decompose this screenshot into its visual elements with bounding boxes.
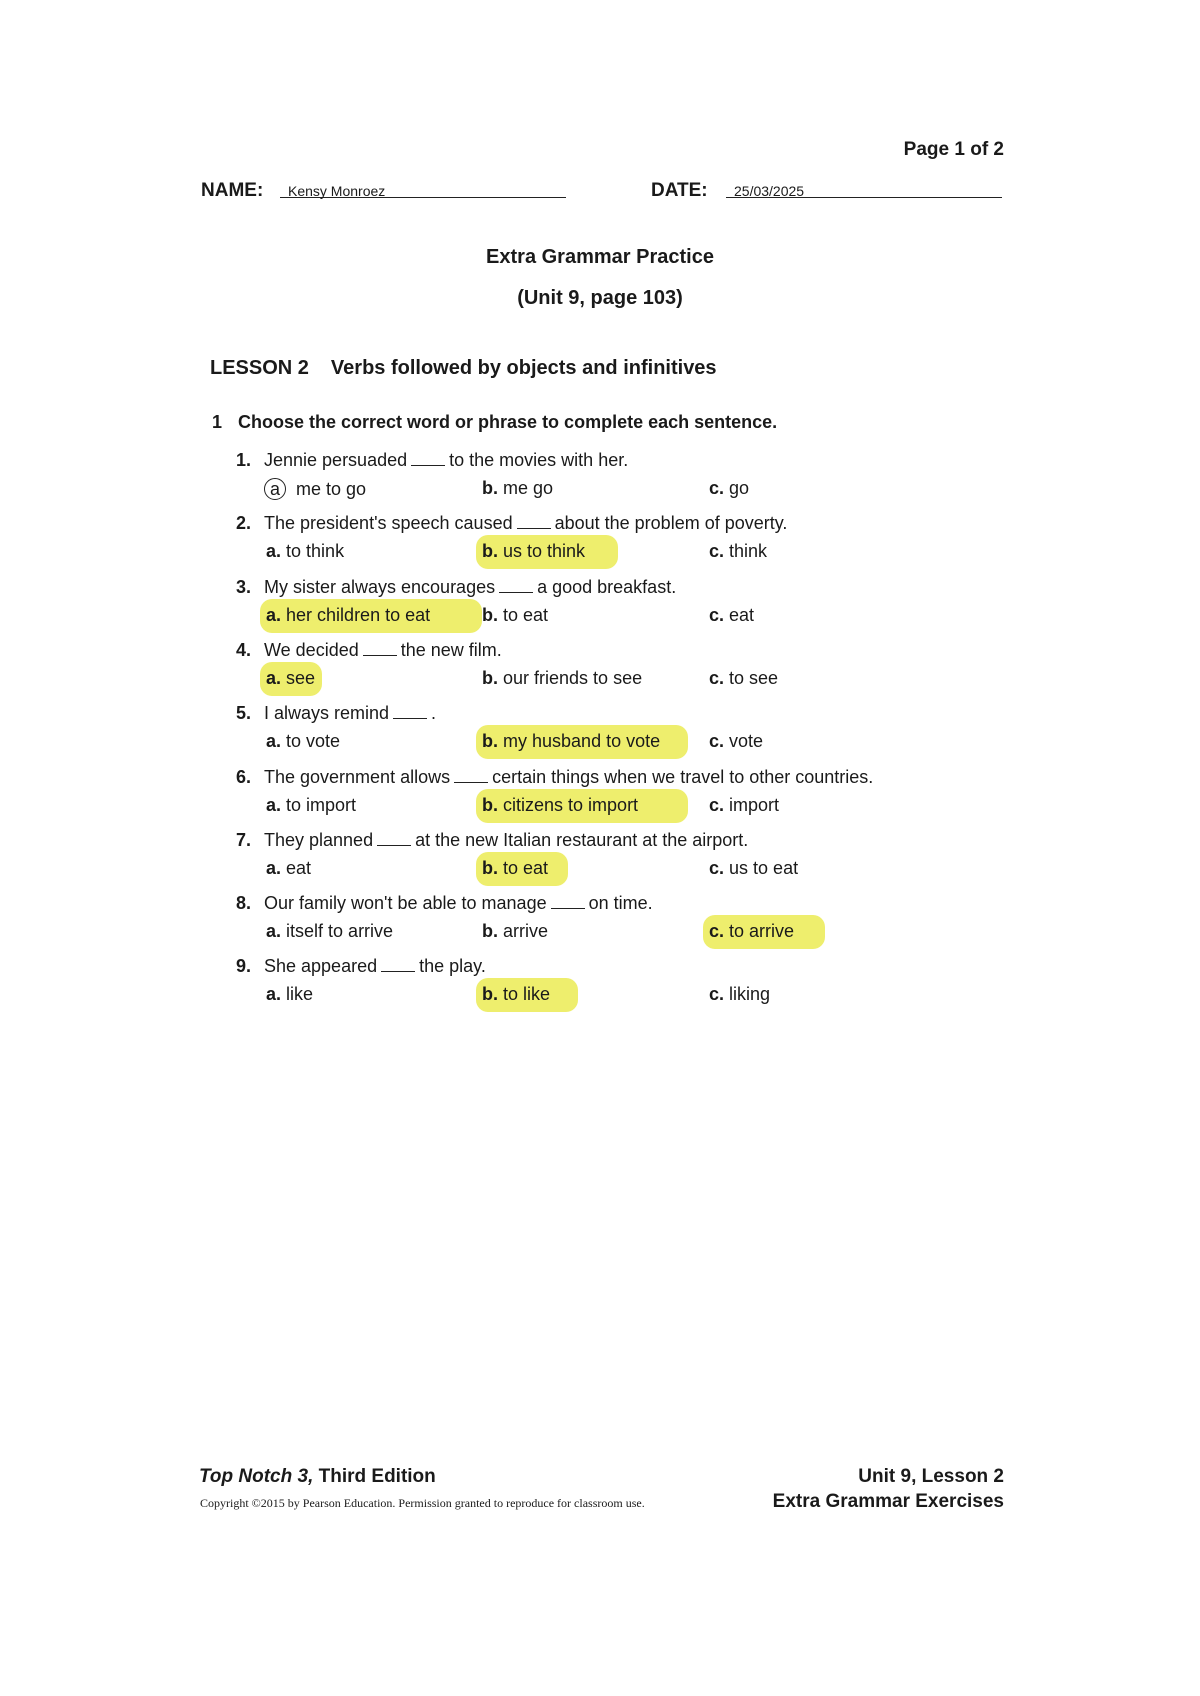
option-a[interactable] (266, 605, 430, 626)
option-text: to vote (286, 731, 341, 752)
option-text: vote (729, 731, 764, 752)
answer-blank (377, 843, 411, 846)
option-text: eat (286, 857, 312, 878)
option-text: liking (729, 984, 771, 1005)
option-letter: b. (482, 984, 498, 1005)
option-c[interactable] (709, 858, 798, 879)
option-a[interactable] (266, 478, 366, 500)
option-text: her children to eat (286, 604, 431, 625)
option-text: eat (729, 604, 755, 625)
exercise-instruction (212, 412, 777, 433)
option-c[interactable] (709, 921, 794, 942)
option-b[interactable] (482, 731, 660, 752)
book-name: Top Notch 3, (199, 1466, 314, 1487)
option-text: to eat (503, 604, 549, 625)
option-letter: b. (482, 794, 498, 815)
option-c[interactable] (709, 795, 779, 816)
option-letter: b. (482, 541, 498, 562)
answer-blank (411, 463, 445, 466)
question-text-after: the play. (419, 956, 486, 977)
answer-blank (499, 590, 533, 593)
question-text-before: The government allows (264, 766, 451, 787)
answer-blank (363, 653, 397, 656)
option-a[interactable] (266, 921, 393, 942)
option-text: to like (503, 984, 551, 1005)
option-letter: a. (266, 667, 282, 688)
question-text-after: about the problem of poverty. (554, 513, 788, 534)
page-subtitle: (Unit 9, page 103) (517, 287, 683, 309)
option-letter: a. (266, 794, 282, 815)
option-c[interactable] (709, 605, 754, 626)
option-text: like (286, 984, 314, 1005)
date-value: 25/03/2025 (734, 183, 805, 199)
option-letter: c. (709, 541, 725, 562)
question-7 (236, 830, 748, 851)
option-text: our friends to see (503, 667, 643, 688)
option-letter: c. (709, 794, 725, 815)
book-edition: Third Edition (313, 1466, 436, 1487)
option-text: see (286, 667, 316, 688)
option-letter: a. (266, 731, 282, 752)
circled-option-letter: a (264, 478, 286, 500)
option-letter: a. (266, 857, 282, 878)
question-5 (236, 703, 436, 724)
option-letter: c. (709, 857, 725, 878)
option-b[interactable] (482, 795, 638, 816)
question-number: 6. (236, 766, 252, 787)
footer-book-title (199, 1466, 436, 1488)
question-number: 9. (236, 956, 252, 977)
option-letter: c. (709, 921, 725, 942)
option-a[interactable] (266, 795, 356, 816)
exercise-number: 1 (212, 412, 223, 432)
question-text-after: to the movies with her. (449, 450, 629, 470)
option-b[interactable] (482, 605, 548, 626)
option-c[interactable] (709, 984, 770, 1005)
page-number: Page 1 of 2 (903, 139, 1004, 160)
question-text-before: Jennie persuaded (264, 450, 408, 470)
option-letter: b. (482, 667, 498, 688)
option-b[interactable] (482, 858, 548, 879)
question-text-after: the new film. (400, 639, 502, 660)
question-text-before: We decided (264, 639, 359, 660)
question-text-after: on time. (588, 893, 653, 914)
option-text: me to go (296, 479, 367, 499)
option-text: to eat (503, 857, 549, 878)
option-letter: b. (482, 857, 498, 878)
question-text-before: They planned (264, 829, 374, 850)
option-b[interactable] (482, 984, 550, 1005)
option-text: to arrive (729, 921, 795, 942)
question-3 (236, 577, 676, 598)
question-text-before: My sister always encourages (264, 576, 496, 597)
option-a[interactable] (266, 731, 340, 752)
option-text: citizens to import (503, 794, 639, 815)
option-text: to think (286, 541, 345, 562)
name-label: NAME: (201, 180, 264, 201)
question-text-before: She appeared (264, 956, 378, 977)
option-c[interactable] (709, 731, 763, 752)
option-b[interactable] (482, 668, 642, 689)
question-text-after: at the new Italian restaurant at the airport. (415, 829, 749, 850)
option-text: us to eat (729, 857, 799, 878)
option-text: think (729, 541, 768, 562)
question-8 (236, 893, 653, 914)
question-number: 3. (236, 576, 252, 597)
option-b[interactable] (482, 541, 585, 562)
option-letter: b. (482, 478, 498, 498)
question-text-before: I always remind (264, 703, 390, 724)
question-number: 7. (236, 829, 252, 850)
option-letter: a. (266, 921, 282, 942)
instruction-text: Choose the correct word or phrase to complete each sentence. (238, 412, 778, 432)
answer-blank (381, 969, 415, 972)
answer-blank (454, 780, 488, 783)
option-text: us to think (503, 541, 586, 562)
question-number: 8. (236, 893, 252, 914)
option-a[interactable] (266, 668, 315, 689)
option-letter: b. (482, 921, 498, 942)
lesson-label: LESSON 2 (210, 357, 309, 379)
question-text-after: . (431, 703, 437, 724)
footer-unit-lesson: Unit 9, Lesson 2 (858, 1466, 1004, 1487)
option-letter: c. (709, 667, 725, 688)
question-text-after: a good breakfast. (537, 576, 677, 597)
question-number: 1. (236, 450, 252, 470)
option-letter: c. (709, 984, 725, 1005)
option-text: to import (286, 794, 357, 815)
question-6 (236, 767, 873, 788)
question-number: 2. (236, 513, 252, 534)
option-text: arrive (503, 921, 549, 942)
question-2 (236, 513, 787, 534)
name-field[interactable] (280, 175, 566, 198)
option-letter: a. (266, 984, 282, 1005)
question-1 (236, 450, 628, 471)
option-letter: a. (266, 541, 282, 562)
name-value: Kensy Monroez (288, 183, 386, 199)
question-number: 4. (236, 639, 252, 660)
question-text-before: Our family won't be able to manage (264, 893, 547, 914)
answer-blank (551, 906, 585, 909)
option-letter: c. (709, 731, 725, 752)
lesson-topic: Verbs followed by objects and infinitives (330, 357, 717, 379)
option-c[interactable] (709, 541, 767, 562)
answer-blank (517, 526, 551, 529)
option-text: import (729, 794, 780, 815)
footer-section: Extra Grammar Exercises (772, 1491, 1004, 1512)
option-a[interactable] (266, 984, 313, 1005)
question-4 (236, 640, 502, 661)
option-text: my husband to vote (503, 731, 661, 752)
option-text: go (729, 478, 750, 498)
option-letter: b. (482, 731, 498, 752)
option-c[interactable] (709, 478, 749, 499)
option-a[interactable] (266, 541, 344, 562)
date-label: DATE: (651, 180, 708, 201)
page-title: Extra Grammar Practice (486, 246, 714, 268)
question-text-before: The president's speech caused (264, 513, 513, 534)
question-number: 5. (236, 703, 252, 724)
question-text-after: certain things when we travel to other countries. (492, 766, 874, 787)
option-text: to see (729, 667, 779, 688)
option-letter: c. (709, 604, 725, 625)
answer-blank (393, 716, 427, 719)
lesson-heading (210, 357, 717, 380)
option-b[interactable] (482, 921, 548, 942)
option-letter: a. (266, 604, 282, 625)
question-9 (236, 956, 486, 977)
option-letter: c. (709, 478, 725, 498)
copyright-notice: Copyright ©2015 by Pearson Education. Permission granted to reproduce for classroom use. (200, 1496, 645, 1510)
option-c[interactable] (709, 668, 778, 689)
date-field[interactable] (726, 175, 1002, 198)
option-b[interactable] (482, 478, 553, 499)
option-text: me go (503, 478, 554, 498)
option-letter: b. (482, 604, 498, 625)
option-a[interactable] (266, 858, 311, 879)
option-text: itself to arrive (286, 921, 394, 942)
